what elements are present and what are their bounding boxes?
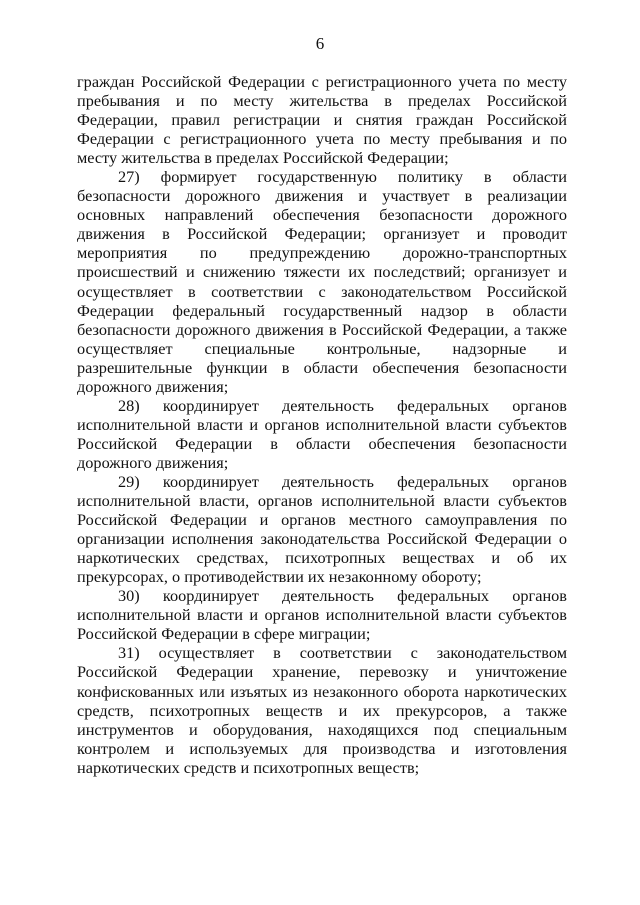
paragraph-item-27: 27) формирует государственную политику в области безопасности дорожного движения и участвует в реализации основных направлений обеспечения безопасности дорожного движения в Российской Федерации; организует и проводит мероприятия по предупреждению дорожно-транспортных происшествий и снижению тяжести их последствий; организует и осуществляет в соответствии с законодательством Российской Федерации федеральный государственный надзор в области безопасности дорожного движения в Российской Федерации, а также осуществляет специальные контрольные, надзорные и разрешительные функции в области обеспечения безопасности дорожного движения;: [77, 167, 567, 396]
page-number: 6: [315, 34, 325, 53]
paragraph-item-29: 29) координирует деятельность федеральных органов исполнительной власти, органов исполнительной власти субъектов Российской Федерации и органов местного самоуправления по организации исполнения законодательства Российской Федерации о наркотических средствах, психотропных веществах и об их прекурсорах, о противодействии их незаконному обороту;: [77, 471, 567, 587]
document-body: [77, 72, 567, 777]
paragraph-item-31: 31) осуществляет в соответствии с законодательством Российской Федерации хранение, перевозку и уничтожение конфискованных или изъятых из незаконного оборота наркотических средств, психотропных веществ и их прекурсоров, а также инструментов и оборудования, находящихся под специальным контролем и используемых для производства и изготовления наркотических средств и психотропных веществ;: [77, 643, 567, 777]
paragraph-item-30: 30) координирует деятельность федеральных органов исполнительной власти и органов исполнительной власти субъектов Российской Федерации в сфере миграции;: [77, 586, 567, 644]
paragraph-continuation: граждан Российской Федерации с регистрационного учета по месту пребывания и по месту жительства в пределах Российской Федерации, правил регистрации и снятия граждан Российской Федерации с регистрационного учета по месту пребывания и по месту жительства в пределах Российской Федерации;: [77, 72, 567, 168]
paragraph-item-28: 28) координирует деятельность федеральных органов исполнительной власти и органов исполнительной власти субъектов Российской Федерации в области обеспечения безопасности дорожного движения;: [77, 395, 567, 472]
